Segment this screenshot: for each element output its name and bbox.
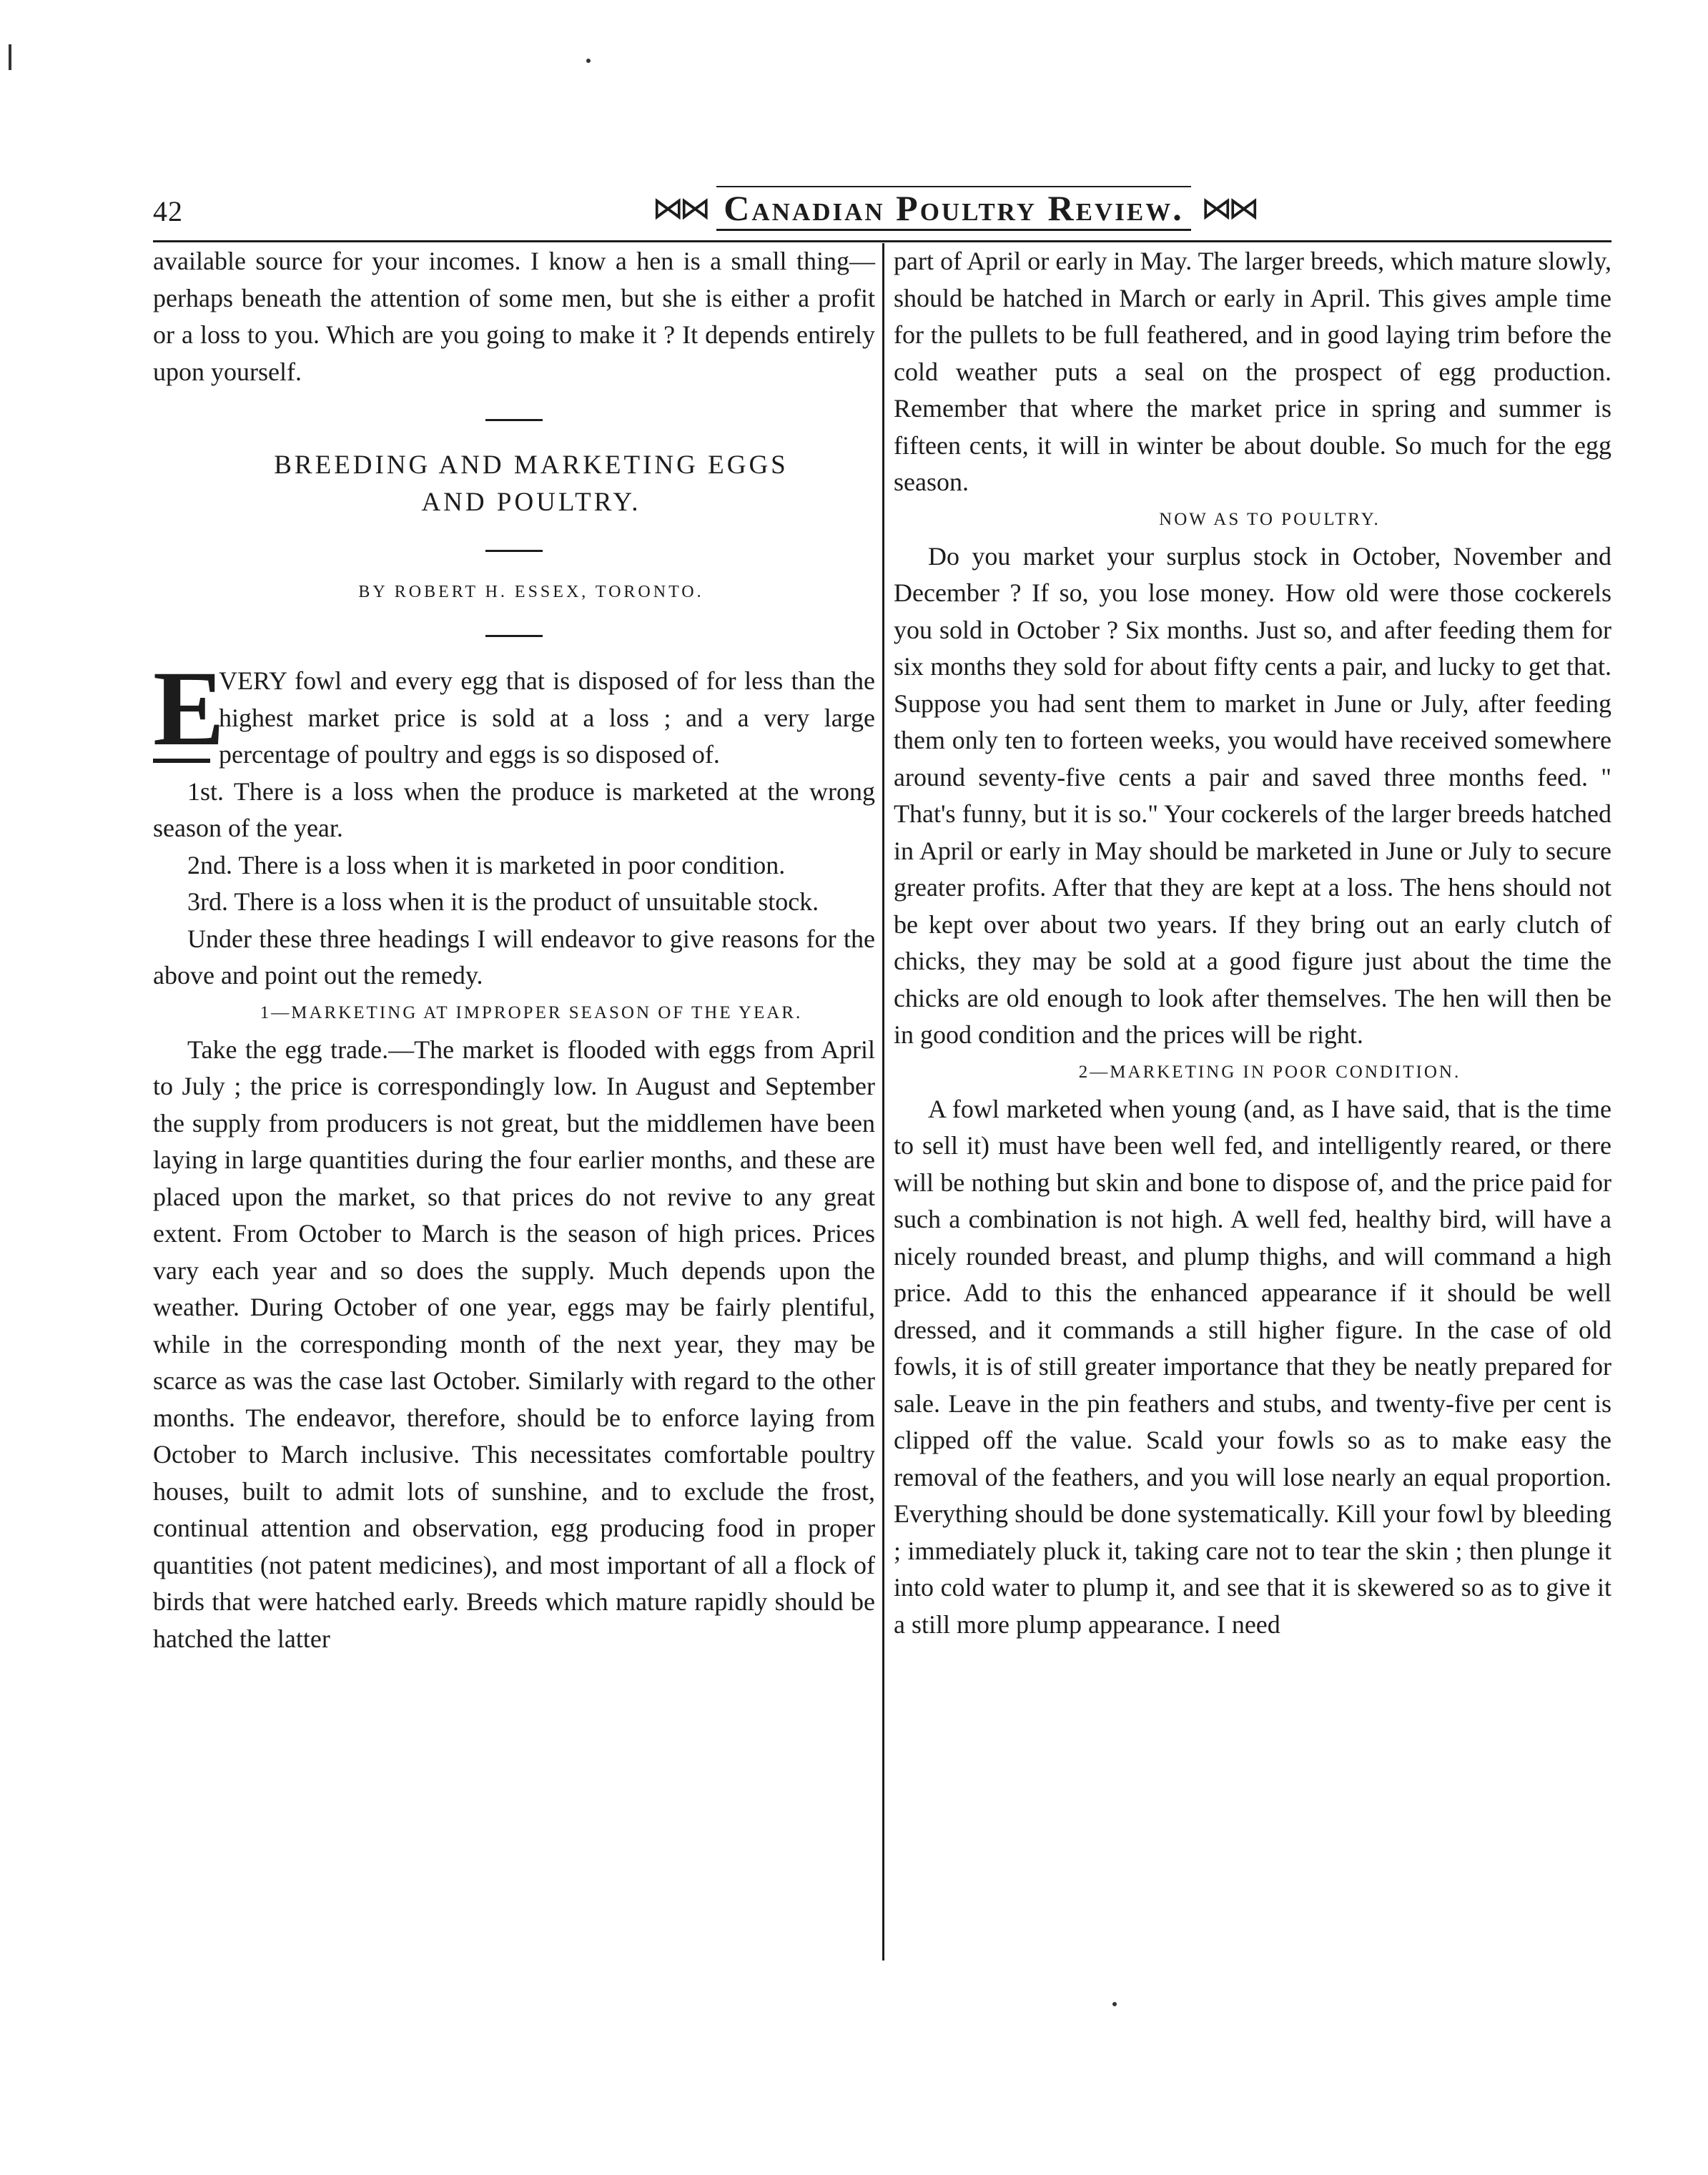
- condition-paragraph: A fowl marketed when young (and, as I have said, that is the time to sell it) must have been well fed, and intelligently reared, or there will be nothing but skin and bone to dispose of, and the price paid for such a combination is not high. A well fed, healthy bird, will have a nicely rounded breast, and plump thighs, and will command a high price. Add to this the enhanced appearance if it should be well dressed, and it commands a still higher figure. In the case of old fowls, it is of still greater importance that they be neatly prepared for sale. Leave in the pin feathers and stubs, and twenty-five per cent is clipped off the value. Scald your fowls so as to make easy the removal of the feathers, and you will lose nearly an equal proportion. Everything should be done systematically. Kill your fowl by bleeding ; immediately pluck it, taking care not to tear the skin ; then plunge it into cold water to plump it, and see that it is skewered so as to give it a still more plump appearance. I need: [894, 1094, 1611, 1639]
- right-column: [894, 243, 1611, 1973]
- opening-paragraph: [153, 649, 875, 774]
- intro-paragraph: available source for your incomes. I know a hen is a small thing—perhaps beneath the attention of some men, but she is either a profit or a loss to you. Which are you going to make it ? It depends entirely upon yourself.: [153, 247, 875, 386]
- opening-first-word: VERY: [219, 666, 287, 695]
- scan-speck: [586, 59, 591, 63]
- poultry-paragraph: Do you market your surplus stock in October, November and December ? If so, you lose money. How old were those cockerels you sold in October ? Six months. Just so, and after feeding them for six months they sold for about fifty cents a pair, and lucky to get that. Suppose you had sent them to market in June or July, after feeding them only ten to forteen weeks, you would have received somewhere around seventy-five cents a pair and saved three months feed. " That's funny, but it is so." Your cockerels of the larger breeds hatched in April or early in May should be marketed in June or July to secure greater profits. After that they are kept at a loss. The hens should not be kept over about two years. If they bring out an early clutch of chicks, they may be sold at a good figure just about the time the chicks are old enough to look after themselves. The hen will then be in good condition and the prices will be right.: [894, 541, 1611, 1049]
- scan-speck: [1112, 2002, 1117, 2006]
- egg-trade-paragraph: Take the egg trade.—The market is flooded with eggs from April to July ; the price is correspondingly low. In August and September the supply from producers is not great, but the middlemen have been laying in large quantities during the four earlier months, and these are placed upon the market, so that prices do not revive to any great extent. From October to March is the season of high prices. Prices vary each year and so does the supply. Much depends upon the weather. During October of one year, eggs may be fairly plentiful, while in the corresponding month of the next year, they may be scarce as was the case last October. Similarly with regard to the other months. The endeavor, therefore, should be to enforce laying from October to March inclusive. This necessitates comfortable poultry houses, built to admit lots of sunshine, and to exclude the frost, continual attention and observation, egg producing food in proper quantities (not patent medicines), and most important of all a flock of birds that were hatched early. Breeds which mature rapidly should be hatched the latter: [153, 1035, 875, 1653]
- article-title-line-1: BREEDING AND MARKETING EGGS: [274, 450, 789, 480]
- headings-paragraph: Under these three headings I will endeavor to give reasons for the above and point out the remedy.: [153, 924, 875, 990]
- page-header: [153, 184, 1611, 236]
- continuation-paragraph: part of April or early in May. The larger breeds, which mature slowly, should be hatched in March or early in April. This gives ample time for the pullets to be full feathered, and in good laying trim before the cold weather puts a seal on the prospect of egg production. Remember that where the market price in spring and summer is fifteen cents, it will in winter be about double. So much for the egg season.: [894, 247, 1611, 496]
- point-1: 1st. There is a loss when the produce is marketed at the wrong season of the year.: [153, 776, 875, 842]
- header-rule: [153, 240, 1611, 242]
- scan-edge-mark: [9, 44, 11, 70]
- masthead-title: Canadian Poultry Review.: [716, 186, 1190, 231]
- ornament-left-icon: ⋈⋈: [652, 190, 707, 226]
- byline-divider: [485, 635, 543, 637]
- ornament-right-icon: ⋈⋈: [1200, 190, 1255, 226]
- point-3: 3rd. There is a loss when it is the product of unsuitable stock.: [187, 887, 819, 916]
- section-divider: [485, 419, 543, 421]
- opening-text: fowl and every egg that is disposed of for less than the highest market price is sold at a loss ; and a very large percentage of poultry and eggs is so disposed of.: [219, 666, 875, 769]
- poultry-heading: NOW AS TO POULTRY.: [1159, 509, 1381, 529]
- section-1-heading: 1—MARKETING AT IMPROPER SEASON OF THE YEAR.: [260, 1002, 803, 1022]
- masthead: [625, 184, 1283, 232]
- section-2-heading: 2—MARKETING IN POOR CONDITION.: [1078, 1062, 1461, 1082]
- column-divider: [882, 243, 884, 1961]
- title-divider: [485, 550, 543, 552]
- page-number: 42: [153, 195, 183, 227]
- left-column: [153, 243, 875, 1973]
- drop-cap: E: [153, 649, 225, 768]
- article-title-line-2: AND POULTRY.: [421, 488, 641, 517]
- byline: BY ROBERT H. ESSEX, TORONTO.: [358, 583, 704, 601]
- point-2: 2nd. There is a loss when it is marketed in poor condition.: [187, 850, 786, 879]
